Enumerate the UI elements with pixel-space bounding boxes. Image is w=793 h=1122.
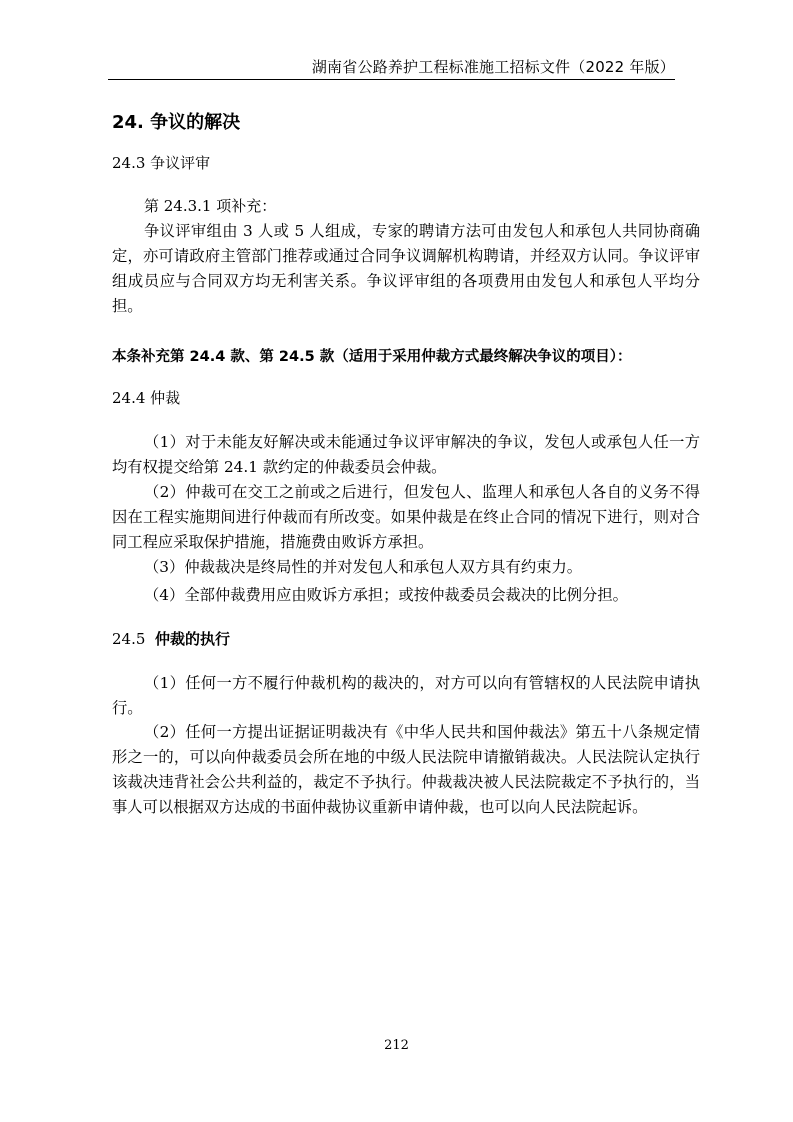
list-item-24-4-3: （3）仲裁裁决是终局性的并对发包人和承包人双方具有约束力。: [144, 558, 583, 576]
subsection-24-5-title: [112, 628, 230, 649]
item-24-3-1-label: 第 24.3.1 项补充：: [144, 197, 277, 215]
subsection-24-3-title: 24.3 争议评审: [112, 154, 211, 172]
list-item-24-5-2: （2）任何一方提出证据证明裁决有《中华人民共和国仲裁法》第五十八条规定情形之一的，可以向仲裁委员会所在地的中级人民法院申请撤销裁决。人民法院认定执行该裁决违背社会公共利益的，裁定不予执行。仲裁裁决被人民法院裁定不予执行的，当事人可以根据双方达成的书面仲裁协议重新申请仲裁，也可以向人民法院起诉。: [112, 723, 700, 816]
subsection-24-5-number: 24.5: [112, 630, 146, 648]
supplement-note: 本条补充第 24.4 款、第 24.5 款（适用于采用仲裁方式最终解决争议的项目）：: [112, 349, 632, 365]
list-item-24-4-1: （1）对于未能友好解决或未能通过争议评审解决的争议，发包人或承包人任一方均有权提交给第 24.1 款约定的仲裁委员会仲裁。: [112, 433, 700, 476]
list-item-24-4-4: （4）全部仲裁费用应由败诉方承担；或按仲裁委员会裁决的比例分担。: [144, 586, 628, 604]
list-item-24-5-1: （1）任何一方不履行仲裁机构的裁决的，对方可以向有管辖权的人民法院申请执行。: [112, 674, 700, 717]
running-header: 湖南省公路养护工程标准施工招标文件（2022 年版）: [311, 58, 675, 76]
header-rule: [108, 79, 675, 80]
subsection-24-5-text: 仲裁的执行: [154, 630, 230, 648]
section-title: 24. 争议的解决: [112, 112, 241, 133]
subsection-24-4-title: 24.4 仲裁: [112, 389, 181, 407]
paragraph-24-3-1: 争议评审组由 3 人或 5 人组成，专家的聘请方法可由发包人和承包人共同协商确定，亦可请政府主管部门推荐或通过合同争议调解机构聘请，并经双方认同。争议评审组成员应与合同双方均无利害关系。争议评审组的各项费用由发包人和承包人平均分担。: [112, 222, 700, 315]
page-number: 212: [384, 1038, 409, 1053]
list-item-24-4-2: （2）仲裁可在交工之前或之后进行，但发包人、监理人和承包人各自的义务不得因在工程实施期间进行仲裁而有所改变。如果仲裁是在终止合同的情况下进行，则对合同工程应采取保护措施，措施费由败诉方承担。: [112, 483, 700, 551]
